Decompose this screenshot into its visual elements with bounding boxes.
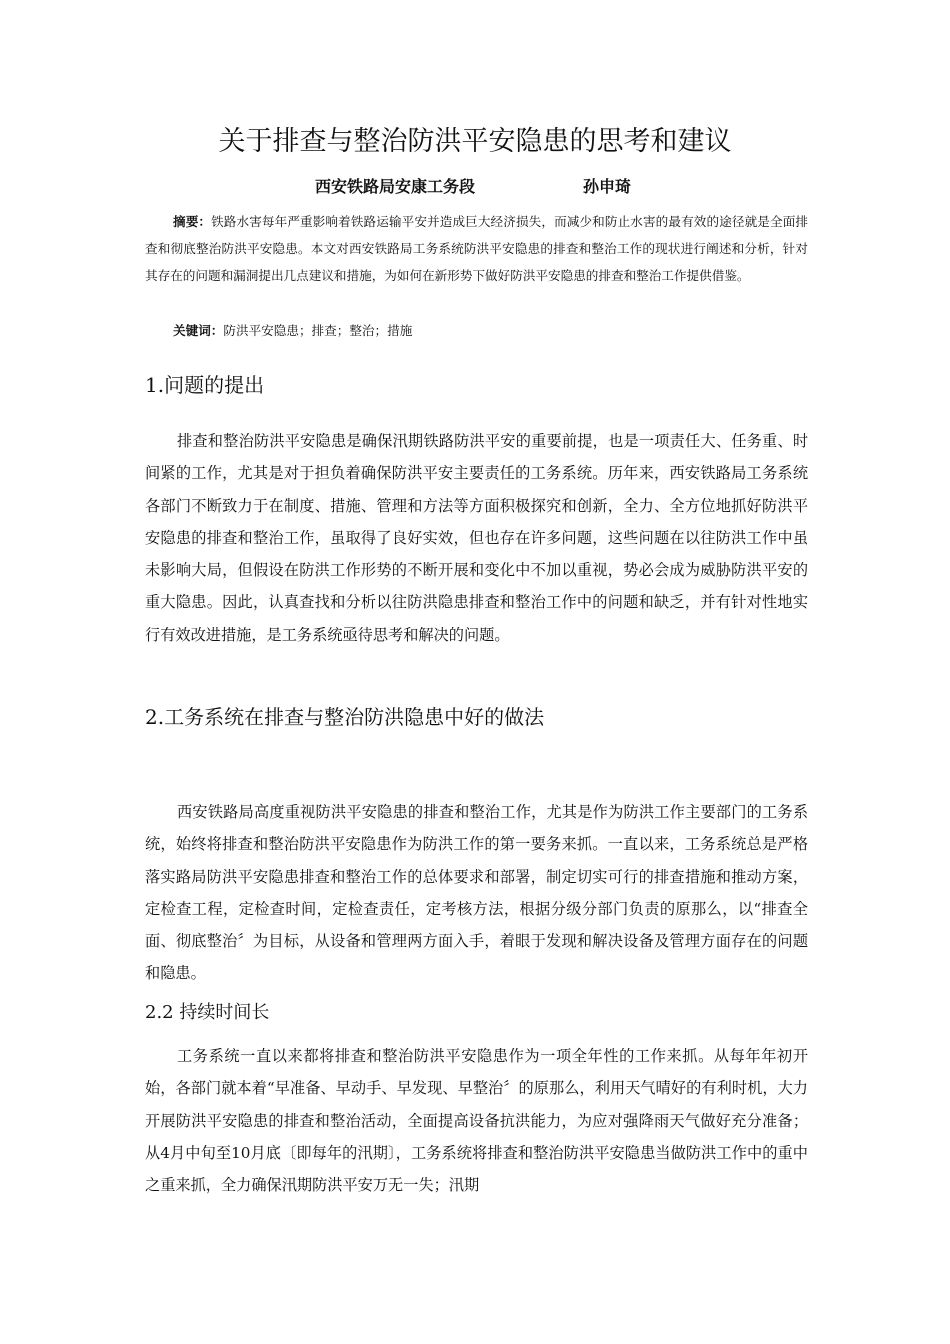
page-title: 关于排查与整治防洪平安隐患的思考和建议 (218, 126, 732, 157)
abstract-label: 摘要： (173, 214, 212, 229)
subsection-paragraph-2-2: 工务系统一直以来都将排查和整治防洪平安隐患作为一项全年性的工作来抓。从每年年初开始，各部门就本着“早准备、早动手、早发现、早整治〞的原那么，利用天气晴好的有利时机，大力开展防洪平安隐患的排查和整治活动，全面提高设备抗洪能力，为应对强降雨天气做好充分准备；从4月中旬至10月底〔即每年的汛期〕，工务系统将排查和整治防洪平安隐患当做防洪工作中的重中之重来抓，全力确保汛期防洪平安万无一失；汛期 (145, 1047, 808, 1195)
author-organization: 西安铁路局安康工务段 (315, 177, 476, 196)
abstract (145, 208, 808, 289)
abstract-text: 铁路水害每年严重影响着铁路运输平安并造成巨大经济损失，而减少和防止水害的最有效的途径就是全面排查和彻底整治防洪平安隐患。本文对西安铁路局工务系统防洪平安隐患的排查和整治工作的现状进行阐述和分析，针对其存在的问题和漏洞提出几点建议和措施，为如何在新形势下做好防洪平安隐患的排查和整治工作提供借鉴。 (145, 214, 809, 283)
keywords-label: 关键词： (173, 323, 224, 338)
section-paragraph-2: 西安铁路局高度重视防洪平安隐患的排查和整治工作，尤其是作为防洪工作主要部门的工务系统，始终将排查和整治防洪平安隐患作为防洪工作的第一要务来抓。一直以来，工务系统总是严格落实路局防洪平安隐患排查和整治工作的总体要求和部署，制定切实可行的排查措施和推动方案，定检查工程，定检查时间，定检查责任，定考核方法，根据分级分部门负责的原那么，以“排查全面、彻底整治〞为目标，从设备和管理两方面入手，着眼于发现和解决设备及管理方面存在的问题和隐患。 (145, 803, 808, 983)
byline (0, 174, 950, 200)
keywords-text: 防洪平安隐患；排查；整治；措施 (223, 323, 413, 338)
section-heading-2: 2.工务系统在排查与整治防洪隐患中好的做法 (145, 705, 545, 729)
subsection-heading-2-2: 2.2 持续时间长 (145, 1002, 270, 1023)
section-paragraph-1: 排查和整治防洪平安隐患是确保汛期铁路防洪平安的重要前提，也是一项责任大、任务重、时间紧的工作，尤其是对于担负着确保防洪平安主要责任的工务系统。历年来，西安铁路局工务系统各部门不断致力于在制度、措施、管理和方法等方面积极探究和创新，全力、全方位地抓好防洪平安隐患的排查和整治工作，虽取得了良好实效，但也存在许多问题，这些问题在以往防洪工作中虽未影响大局，但假设在防洪工作形势的不断开展和变化中不加以重视，势必会成为威胁防洪平安的重大隐患。因此，认真查找和分析以往防洪隐患排查和整治工作中的问题和缺乏，并有针对性地实行有效改进措施，是工务系统亟待思考和解决的问题。 (145, 432, 808, 644)
section-heading-1: 1.问题的提出 (145, 373, 265, 397)
author-name: 孙申琦 (583, 177, 632, 196)
keywords (145, 318, 808, 344)
